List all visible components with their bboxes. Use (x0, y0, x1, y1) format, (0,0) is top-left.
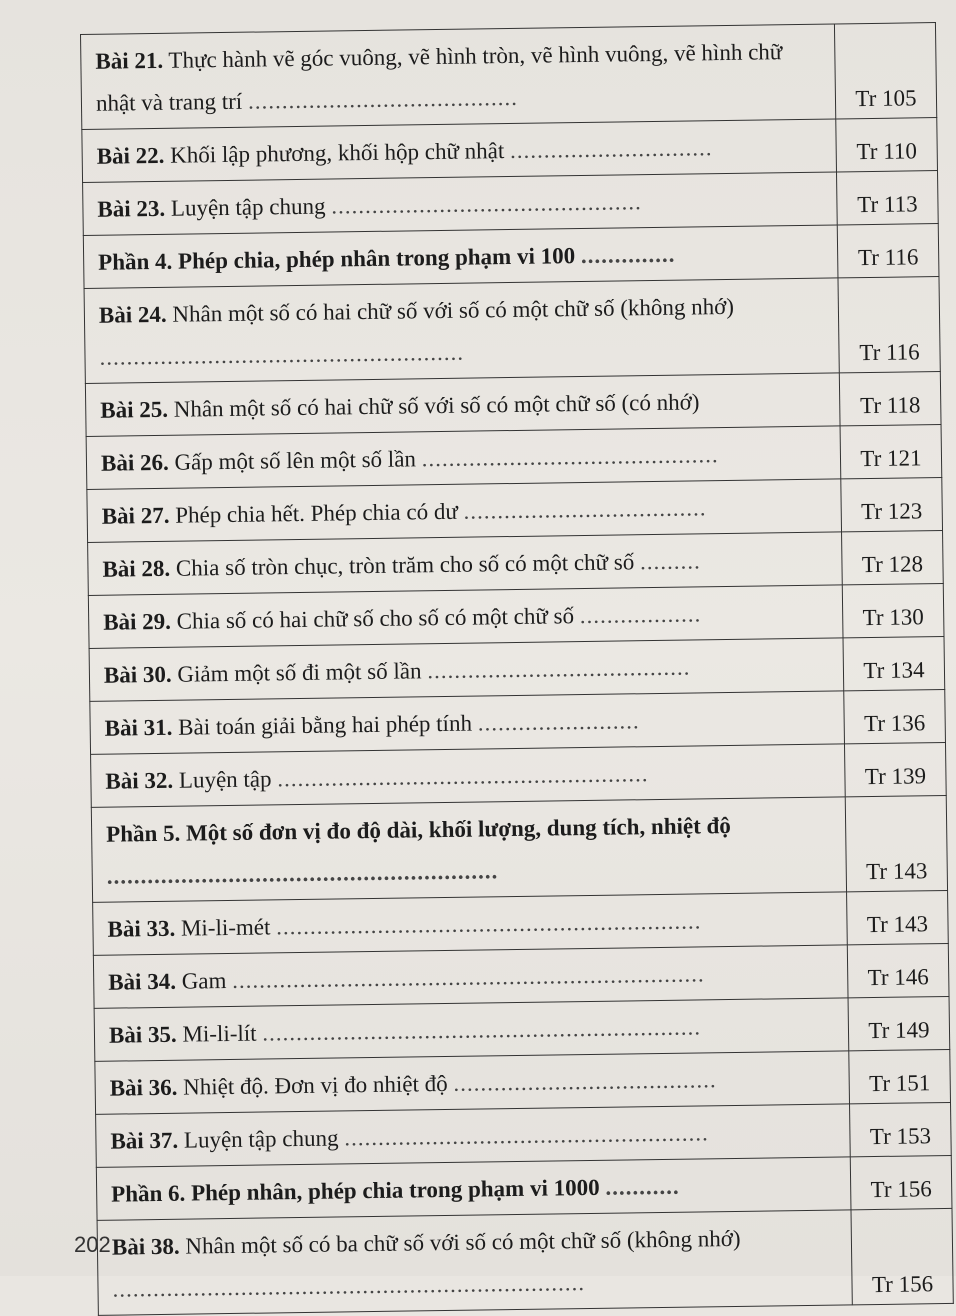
toc-entry-page: Tr 156 (850, 1155, 952, 1209)
toc-entry-title: Một số đơn vị đo độ dài, khối lượng, dung tích, nhiệt độ (186, 813, 731, 846)
page-number: 202 (74, 1232, 111, 1258)
toc-entry-page: Tr 110 (836, 118, 938, 172)
toc-entry-title-cell (91, 797, 846, 903)
toc-entry-label: Bài 26. (101, 450, 169, 476)
toc-leader-dots: ...................................................... (344, 1120, 709, 1150)
toc-row (97, 1208, 953, 1315)
toc-leader-dots: .............................. (510, 135, 713, 163)
toc-leader-dots: ....................................... (427, 655, 691, 684)
toc-leader-dots: ........................................ (248, 85, 518, 114)
toc-entry-title: Giảm một số đi một số lần (177, 658, 421, 686)
toc-entry-title: Luyện tập chung (184, 1125, 339, 1152)
toc-entry-title: Phép chia, phép nhân trong phạm vi 100 (178, 243, 575, 274)
toc-entry-label: Bài 28. (102, 556, 170, 582)
toc-entry-title: Gấp một số lên một số lần (174, 446, 416, 474)
toc-entry-page: Tr 143 (847, 890, 949, 944)
toc-entry-title: Luyện tập (179, 766, 272, 792)
toc-entry-title: Chia số tròn chục, tròn trăm cho số có một chữ số (176, 549, 635, 580)
toc-entry-title: Nhiệt độ. Đơn vị đo nhiệt độ (183, 1071, 448, 1100)
toc-leader-dots: ............................................ (422, 442, 719, 471)
toc-leader-dots: ...................................................................... (232, 961, 705, 993)
toc-leader-dots: ........... (605, 1174, 680, 1200)
toc-entry-label: Bài 21. (95, 48, 163, 74)
toc-entry-label: Bài 24. (99, 302, 167, 328)
toc-entry-label: Phần 5. (106, 821, 180, 847)
toc-entry-page: Tr 130 (842, 584, 944, 638)
toc-entry-label: Bài 23. (97, 196, 165, 222)
toc-entry-label: Bài 22. (97, 143, 165, 169)
toc-entry-title: Khối lập phương, khối hộp chữ nhật (170, 138, 504, 168)
toc-entry-page: Tr 134 (843, 636, 945, 690)
toc-leader-dots: ............................................................... (276, 908, 702, 939)
toc-entry-label: Bài 38. (112, 1234, 180, 1260)
toc-entry-label: Bài 33. (107, 916, 175, 942)
toc-entry-title: Phép nhân, phép chia trong phạm vi 1000 (191, 1175, 600, 1206)
toc-body (81, 23, 954, 1316)
toc-row (81, 23, 937, 130)
toc-leader-dots: .......................................................... (107, 858, 499, 888)
toc-entry-page: Tr 123 (841, 478, 943, 532)
toc-entry-page: Tr 116 (838, 277, 940, 373)
toc-leader-dots: ...................................................... (99, 340, 464, 370)
toc-entry-label: Bài 36. (110, 1075, 178, 1101)
toc-leader-dots: ....................................... (453, 1067, 717, 1096)
toc-entry-label: Bài 27. (102, 503, 170, 529)
toc-row (84, 277, 940, 384)
toc-leader-dots: ......... (640, 548, 701, 574)
toc-entry-title: Phép chia hết. Phép chia có dư (175, 499, 458, 528)
toc-entry-title-cell (97, 1210, 852, 1316)
toc-entry-title: Nhân một số có ba chữ số với số có một chữ số (không nhớ) (185, 1226, 740, 1259)
toc-entry-label: Bài 25. (100, 397, 168, 423)
toc-entry-label: Bài 29. (103, 609, 171, 635)
toc-entry-title: Mi-li-mét (181, 914, 271, 940)
toc-leader-dots: .............. (581, 242, 676, 268)
toc-entry-label: Bài 37. (110, 1128, 178, 1154)
toc-leader-dots: ................................................................. (262, 1014, 701, 1045)
toc-entry-title: Nhân một số có hai chữ số với số có một chữ số (có nhớ) (174, 389, 700, 421)
toc-entry-page: Tr 136 (844, 689, 946, 743)
toc-entry-label: Bài 31. (105, 715, 173, 741)
toc-leader-dots: ........................ (478, 708, 640, 735)
toc-entry-page: Tr 105 (834, 23, 936, 119)
toc-entry-page: Tr 118 (839, 372, 941, 426)
toc-entry-title: Gam (182, 968, 227, 994)
toc-leader-dots: ....................................................... (277, 761, 649, 791)
toc-entry-label: Bài 30. (104, 662, 172, 688)
toc-entry-label: Bài 32. (105, 768, 173, 794)
toc-entry-title: Chia số có hai chữ số cho số có một chữ số (177, 603, 575, 634)
toc-leader-dots: .................................... (463, 495, 706, 523)
toc-entry-page: Tr 121 (840, 425, 942, 479)
toc-entry-label: Bài 35. (109, 1022, 177, 1048)
toc-row (91, 795, 947, 902)
toc-entry-title: Thực hành vẽ góc vuông, vẽ hình tròn, vẽ hình vuông, vẽ hình chữ nhật và trang trí (96, 39, 783, 116)
toc-leader-dots: .................. (580, 601, 702, 628)
toc-entry-page: Tr 143 (845, 795, 947, 891)
toc-entry-page: Tr 113 (836, 171, 938, 225)
toc-entry-title-cell (84, 278, 839, 384)
table-of-contents (80, 22, 954, 1316)
toc-entry-label: Phần 6. (111, 1181, 185, 1207)
toc-entry-page: Tr 149 (848, 996, 950, 1050)
toc-entry-label: Bài 34. (108, 969, 176, 995)
toc-entry-page: Tr 151 (849, 1049, 951, 1103)
toc-entry-title: Mi-li-lít (182, 1021, 256, 1047)
toc-leader-dots: .............................................. (331, 189, 642, 218)
toc-entry-title: Nhân một số có hai chữ số với số có một chữ số (không nhớ) (172, 294, 734, 327)
toc-entry-title: Luyện tập chung (171, 194, 326, 221)
toc-entry-page: Tr 156 (851, 1208, 953, 1304)
toc-entry-page: Tr 153 (850, 1102, 952, 1156)
toc-entry-title-cell (81, 24, 836, 130)
toc-entry-label: Phần 4. (98, 249, 172, 275)
toc-entry-page: Tr 128 (842, 531, 944, 585)
toc-leader-dots: ...................................................................... (112, 1270, 585, 1302)
toc-entry-page: Tr 139 (844, 742, 946, 796)
toc-entry-title: Bài toán giải bằng hai phép tính (178, 711, 472, 740)
toc-entry-page: Tr 116 (837, 224, 939, 278)
toc-entry-page: Tr 146 (847, 943, 949, 997)
